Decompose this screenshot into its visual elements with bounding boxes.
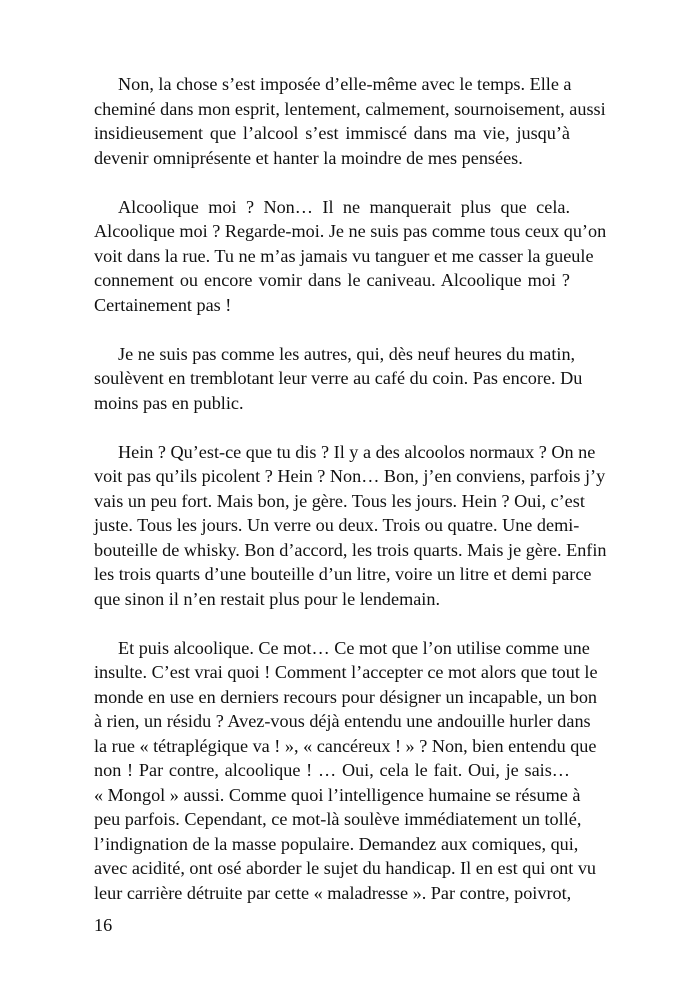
text-line: vais un peu fort. Mais bon, je gère. Tous les jours. Hein ? Oui, c’est [94, 490, 585, 511]
page-number: 16 [94, 915, 113, 935]
text-line: peu parfois. Cependant, ce mot-là soulève immédiatement un tollé, [94, 809, 582, 829]
text-line: devenir omniprésente et hanter la moindre de mes pensées. [94, 147, 523, 168]
text-line: Non, la chose s’est imposée d’elle-même avec le temps. Elle a [118, 74, 572, 94]
text-line: Certainement pas ! [94, 294, 232, 315]
text-line: voit dans la rue. Tu ne m’as jamais vu tanguer et me casser la gueule [94, 245, 594, 266]
text-line: les trois quarts d’une bouteille d’un litre, voire un litre et demi parce [94, 564, 592, 584]
paragraph [94, 440, 607, 612]
text-line: que sinon il n’en restait plus pour le lendemain. [94, 588, 440, 609]
text-line: avec acidité, ont osé aborder le sujet du handicap. Il en est qui ont vu [94, 858, 597, 878]
text-line: l’indignation de la masse populaire. Demandez aux comiques, qui, [94, 833, 579, 854]
paragraph [94, 636, 598, 906]
text-line: la rue « tétraplégique va ! », « cancéreux ! » ? Non, bien entendu que [94, 735, 597, 756]
text-line: leur carrière détruite par cette « maladresse ». Par contre, poivrot, [94, 882, 572, 903]
text-line: voit pas qu’ils picolent ? Hein ? Non… Bon, j’en conviens, parfois j’y [94, 466, 606, 486]
text-line: soulèvent en tremblotant leur verre au café du coin. Pas encore. Du [94, 368, 583, 388]
text-line: Alcoolique moi ? Non… Il ne manquerait plus que cela. [118, 196, 570, 217]
paragraph [94, 195, 607, 318]
text-line: insidieusement que l’alcool s’est immiscé dans ma vie, jusqu’à [94, 123, 570, 143]
text-line: « Mongol » aussi. Comme quoi l’intelligence humaine se résume à [94, 784, 581, 805]
text-line: Je ne suis pas comme les autres, qui, dès neuf heures du matin, [118, 343, 576, 364]
text-line: connement ou encore vomir dans le caniveau. Alcoolique moi ? [94, 270, 570, 290]
text-line: Et puis alcoolique. Ce mot… Ce mot que l’on utilise comme une [118, 637, 590, 658]
text-line: Alcoolique moi ? Regarde-moi. Je ne suis pas comme tous ceux qu’on [94, 221, 607, 241]
page-body [94, 72, 607, 930]
text-line: Hein ? Qu’est-ce que tu dis ? Il y a des alcoolos normaux ? On ne [118, 441, 596, 462]
paragraph [94, 72, 606, 170]
text-line: cheminé dans mon esprit, lentement, calmement, sournoisement, aussi [94, 98, 606, 119]
text-line: juste. Tous les jours. Un verre ou deux. Trois ou quatre. Une demi- [94, 515, 580, 535]
text-line: monde en use en derniers recours pour désigner un incapable, un bon [94, 686, 598, 707]
text-line: insulte. C’est vrai quoi ! Comment l’accepter ce mot alors que tout le [94, 662, 598, 682]
text-line: non ! Par contre, alcoolique ! … Oui, cela le fait. Oui, je sais… [94, 760, 570, 780]
text-line: bouteille de whisky. Bon d’accord, les trois quarts. Mais je gère. Enfin [94, 539, 607, 560]
paragraph [94, 342, 583, 416]
text-line: à rien, un résidu ? Avez-vous déjà entendu une andouille hurler dans [94, 711, 591, 731]
text-line: moins pas en public. [94, 392, 244, 413]
